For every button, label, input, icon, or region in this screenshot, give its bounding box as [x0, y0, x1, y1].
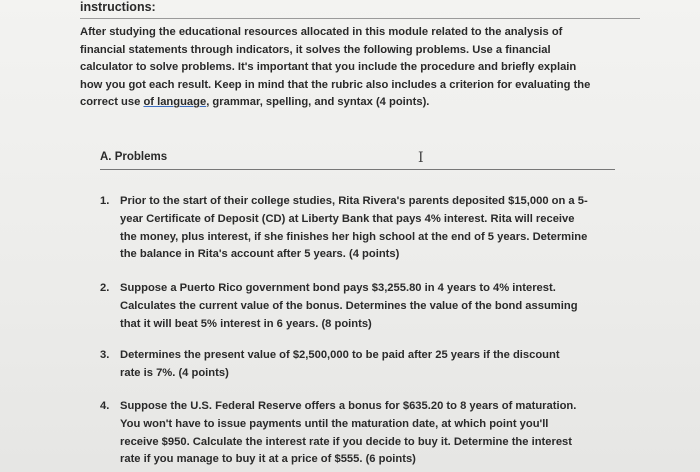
text-cursor-icon: I — [418, 150, 424, 166]
problem-line: receive $950. Calculate the interest rate if you decide to buy it. Determine the interest — [120, 435, 573, 448]
problem-text — [120, 347, 620, 383]
language-link: of language — [143, 96, 207, 109]
problem-line: the balance in Rita's account after 5 years. (4 points) — [120, 248, 400, 261]
problem-line: the money, plus interest, if she finishes her high school at the end of 5 years. Determine — [120, 230, 588, 243]
intro-line — [80, 94, 640, 112]
problem-line: Prior to the start of their college studies, Rita Rivera's parents deposited $15,000 on a 5- — [120, 195, 588, 207]
intro-line: how you got each result. Keep in mind that the rubric also includes a criterion for evaluating the — [80, 78, 591, 91]
problem-line: rate if you manage to buy it at a price of $555. (6 points) — [120, 453, 416, 466]
problem-line: Suppose a Puerto Rico government bond pays $3,255.80 in 4 years to 4% interest. — [120, 282, 556, 294]
problem-line: Calculates the current value of the bonus. Determines the value of the bond assuming — [120, 299, 578, 312]
problem-text — [120, 398, 620, 469]
intro-text: correct use — [80, 96, 144, 109]
problem-text — [120, 193, 620, 264]
problem-line: Determines the present value of $2,500,000 to be paid after 25 years if the discount — [120, 349, 560, 361]
intro-line: financial statements through indicators, it solves the following problems. Use a financial — [80, 43, 551, 56]
problem-line: You won't have to issue payments until the maturation date, at which point you'll — [120, 417, 549, 430]
intro-line: calculator to solve problems. It's important that you include the procedure and briefly explain — [80, 61, 577, 74]
section-heading: A. Problems — [100, 151, 615, 170]
problem-number: 2. — [100, 282, 110, 294]
problem-number: 4. — [100, 400, 110, 412]
intro-paragraph — [80, 24, 640, 112]
problem-number: 1. — [100, 195, 110, 207]
problem-text — [120, 280, 620, 333]
problem-line: rate is 7%. (4 points) — [120, 366, 229, 379]
instructions-heading: instructions: — [80, 0, 640, 19]
problem-line: that it will beat 5% interest in 6 years. (8 points) — [120, 317, 372, 330]
problem-line: year Certificate of Deposit (CD) at Liberty Bank that pays 4% interest. Rita will receive — [120, 212, 575, 225]
problem-number: 3. — [100, 349, 110, 361]
intro-line: After studying the educational resources allocated in this module related to the analysis of — [80, 26, 563, 38]
problem-line: Suppose the U.S. Federal Reserve offers a bonus for $635.20 to 8 years of maturation. — [120, 400, 577, 412]
intro-text: , grammar, spelling, and syntax (4 points). — [206, 96, 430, 109]
